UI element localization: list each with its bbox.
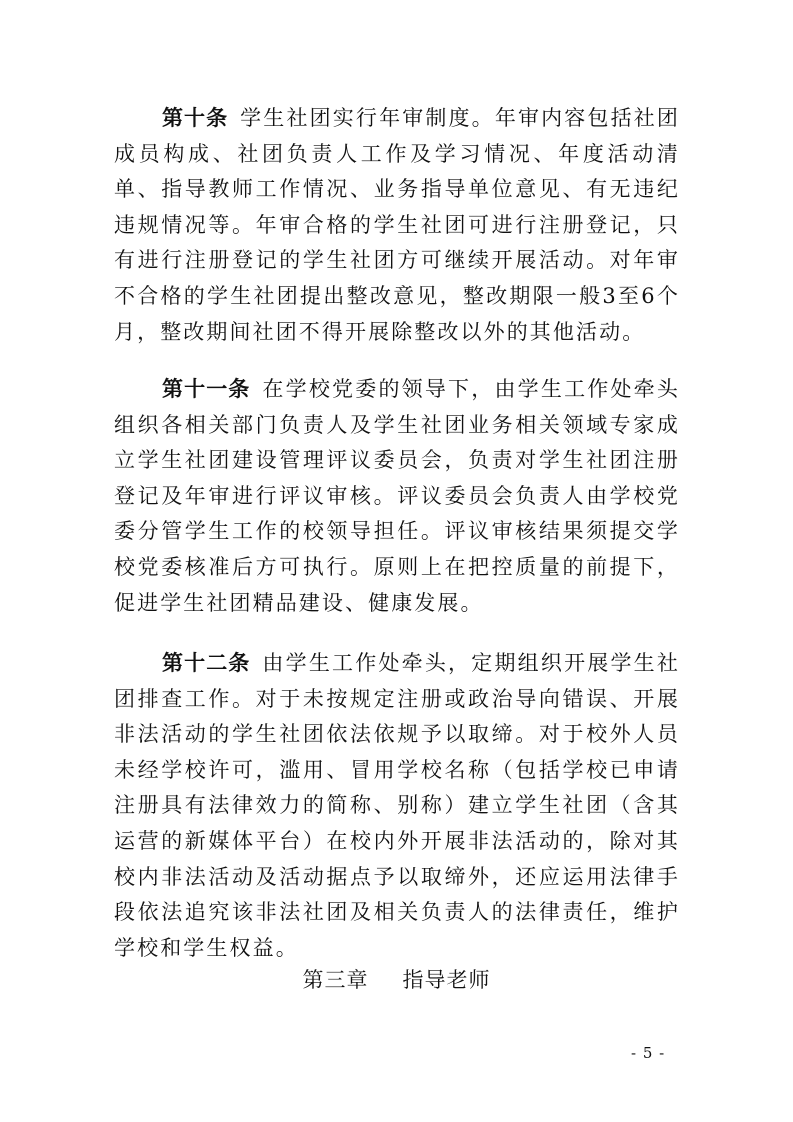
- article-body: 由学生工作处牵头，定期组织开展学生社团排查工作。对于未按规定注册或政治导向错误、开展非法活动的学生社团依法依规予以取缔。对于校外人员未经学校许可，滥用、冒用学校名称（包括学校已申请注册具有法律效力的简称、别称）建立学生社团（含其运营的新媒体平台）在校内外开展非法活动的，除对其校内非法活动及活动据点予以取缔外，还应运用法律手段依法追究该非法社团及相关负责人的法律责任，维护学校和学生权益。: [114, 651, 680, 960]
- article-12: [114, 646, 680, 966]
- page-number: - 5 -: [631, 1044, 666, 1062]
- article-heading: 第十一条: [162, 377, 251, 401]
- article-heading: 第十二条: [162, 651, 251, 675]
- article-body: 在学校党委的领导下，由学生工作处牵头组织各相关部门负责人及学生社团业务相关领域专家成立学生社团建设管理评议委员会，负责对学生社团注册登记及年审进行评议审核。评议委员会负责人由学校党委分管学生工作的校领导担任。评议审核结果须提交学校党委核准后方可执行。原则上在把控质量的前提下，促进学生社团精品建设、健康发展。: [114, 377, 680, 615]
- chapter-heading: [0, 964, 793, 994]
- chapter-title: 指导老师: [402, 968, 491, 992]
- article-10: [114, 101, 680, 350]
- article-11: [114, 372, 680, 621]
- article-body: 学生社团实行年审制度。年审内容包括社团成员构成、社团负责人工作及学习情况、年度活动清单、指导教师工作情况、业务指导单位意见、有无违纪违规情况等。年审合格的学生社团可进行注册登记，只有进行注册登记的学生社团方可继续开展活动。对年审不合格的学生社团提出整改意见，整改期限一般3至6个月，整改期间社团不得开展除整改以外的其他活动。: [114, 106, 680, 344]
- chapter-number: 第三章: [302, 968, 369, 992]
- article-heading: 第十条: [162, 106, 229, 130]
